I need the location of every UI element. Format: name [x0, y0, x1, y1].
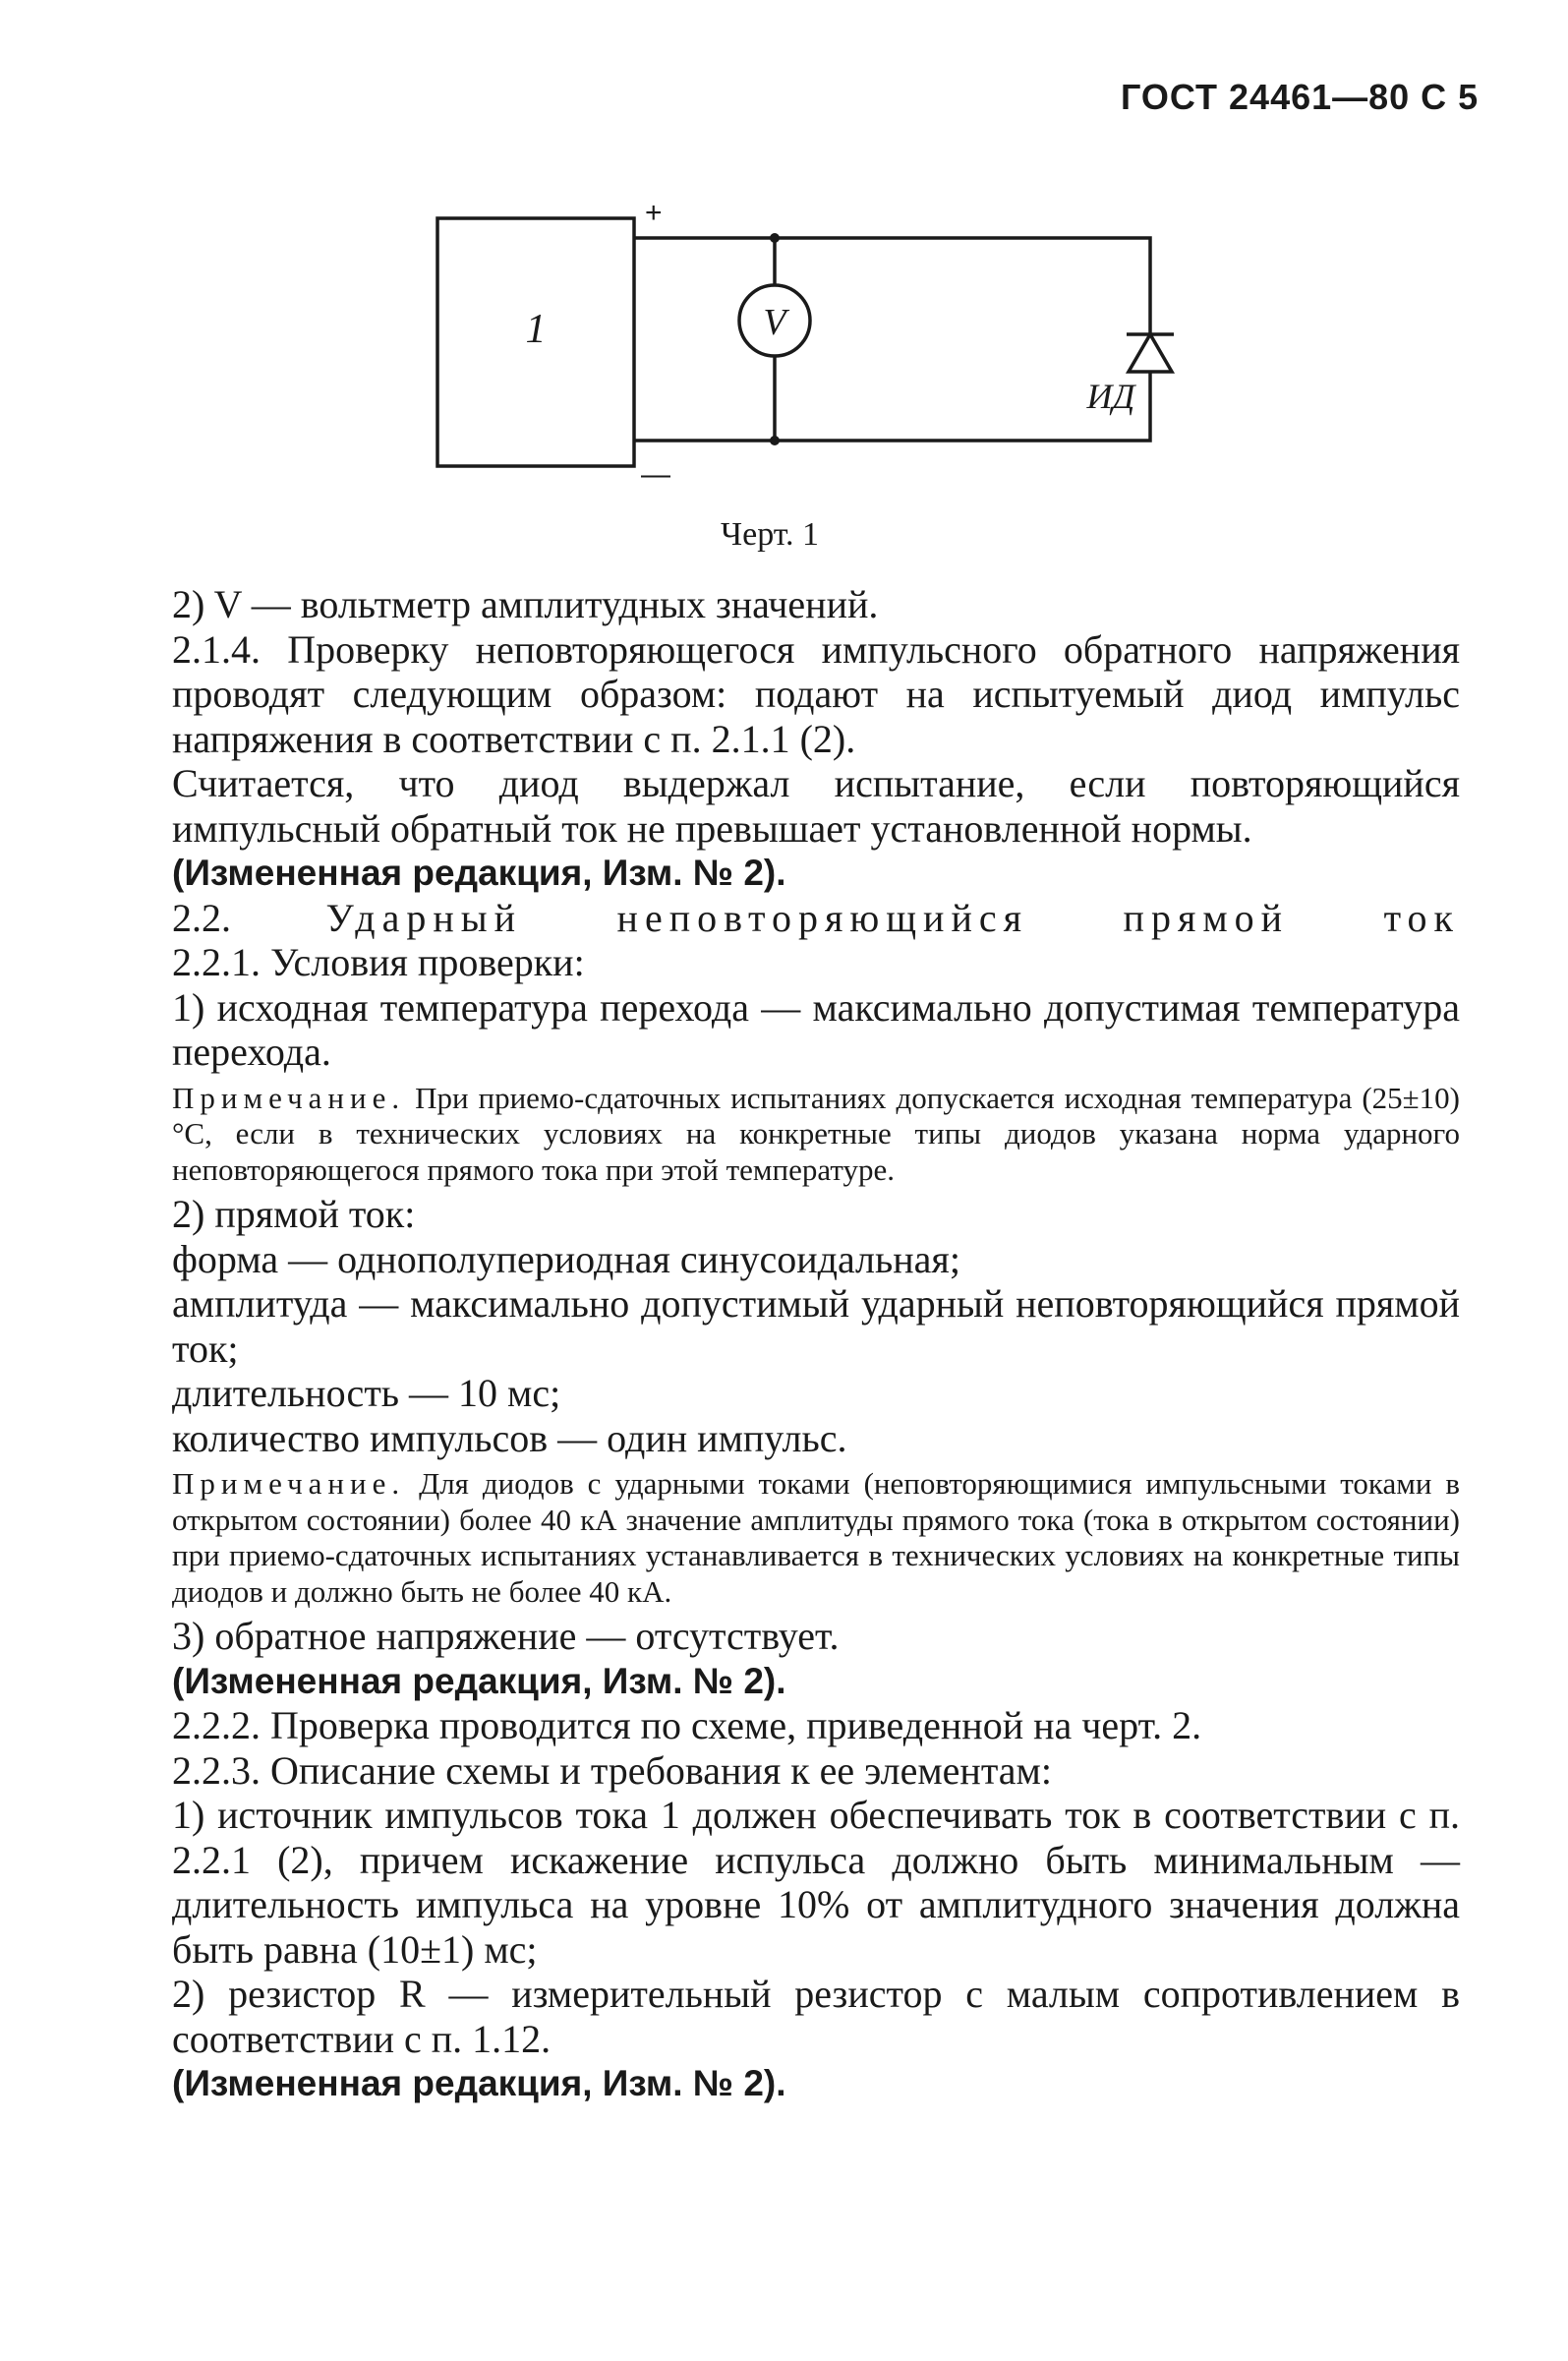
note-label: Примечание.	[172, 1466, 406, 1501]
paragraph: 2) резистор R — измерительный резистор с малым сопротивлением в соответствии с п. 1.12.	[172, 1972, 1460, 2061]
paragraph: 2) прямой ток:	[172, 1192, 416, 1236]
amendment-note: (Измененная редакция, Изм. № 2).	[172, 2063, 786, 2103]
circuit-svg	[423, 187, 1180, 502]
paragraph: длительность — 10 мс;	[172, 1371, 561, 1415]
paragraph: 2.2.2. Проверка проводится по схеме, приведенной на черт. 2.	[172, 1703, 1202, 1747]
note	[172, 1081, 1460, 1189]
paragraph: форма — однополупериодная синусоидальная;	[172, 1236, 960, 1281]
note	[172, 1466, 1460, 1610]
amendment-note: (Измененная редакция, Изм. № 2).	[172, 1660, 786, 1701]
paragraph: 2) V — вольтметр амплитудных значений.	[172, 582, 879, 626]
block-label: 1	[525, 307, 547, 352]
section-number: 2.2.	[172, 895, 231, 940]
heading-word: прямой	[1123, 895, 1290, 940]
page-header: ГОСТ 24461—80 С 5	[1121, 77, 1480, 117]
note-text: Для диодов с ударными токами (неповторяющимися импульсными токами в открытом состоянии) более 40 кА значение амплитуды прямого тока (тока в открытом состоянии) при приемо-сдаточных испытаниях устанавливается в технических условиях на конкретные типы диодов и должно быть не более 40 кА.	[172, 1466, 1461, 1609]
section-heading	[172, 896, 1460, 941]
heading-word: неповторяющийся	[616, 895, 1029, 940]
amendment-note: (Измененная редакция, Изм. № 2).	[172, 853, 786, 893]
junction-top	[770, 233, 780, 243]
paragraph: Считается, что диод выдержал испытание, если повторяющийся импульсный обратный ток не превышает установленной нормы.	[172, 761, 1460, 851]
paragraph: 3) обратное напряжение — отсутствует.	[172, 1614, 840, 1658]
diode-symbol	[1127, 334, 1174, 372]
minus-sign: —	[641, 458, 670, 491]
top-wire	[634, 238, 1150, 334]
paragraph: 1) источник импульсов тока 1 должен обеспечивать ток в соответствии с п. 2.2.1 (2), причем искажение испульса должно быть минимальным — длительность импульса на уровне 10% от амплитудного значения должна быть равна (10±1) мс;	[172, 1793, 1460, 1972]
heading-word: ток	[1383, 895, 1460, 940]
note-label: Примечание.	[172, 1080, 406, 1115]
paragraph: амплитуда — максимально допустимый ударный неповторяющийся прямой ток;	[172, 1281, 1460, 1371]
paragraph: количество импульсов — один импульс.	[172, 1415, 847, 1460]
meter-label: V	[763, 302, 786, 343]
document-body	[172, 582, 1460, 2106]
plus-sign: +	[645, 197, 663, 229]
circuit-diagram	[423, 187, 1180, 506]
paragraph: 2.2.3. Описание схемы и требования к ее элементам:	[172, 1747, 1052, 1793]
paragraph: 1) исходная температура перехода — максимально допустимая температура перехода.	[172, 984, 1460, 1074]
note-text: При приемо-сдаточных испытаниях допускается исходная температура (25±10)°С, если в технических условиях на конкретные типы диодов указана норма ударного неповторяющегося прямого тока при этой температуре.	[172, 1080, 1461, 1187]
bottom-wire	[634, 401, 1150, 441]
paragraph: 2.2.1. Условия проверки:	[172, 940, 585, 984]
diode-label: ИД	[1086, 377, 1135, 416]
figure-caption: Черт. 1	[721, 516, 820, 553]
junction-bottom	[770, 436, 780, 445]
paragraph: 2.1.4. Проверку неповторяющегося импульсного обратного напряжения проводят следующим образом: подают на испытуемый диод импульс напряжения в соответствии с п. 2.1.1 (2).	[172, 626, 1460, 761]
heading-word: Ударный	[325, 895, 523, 940]
